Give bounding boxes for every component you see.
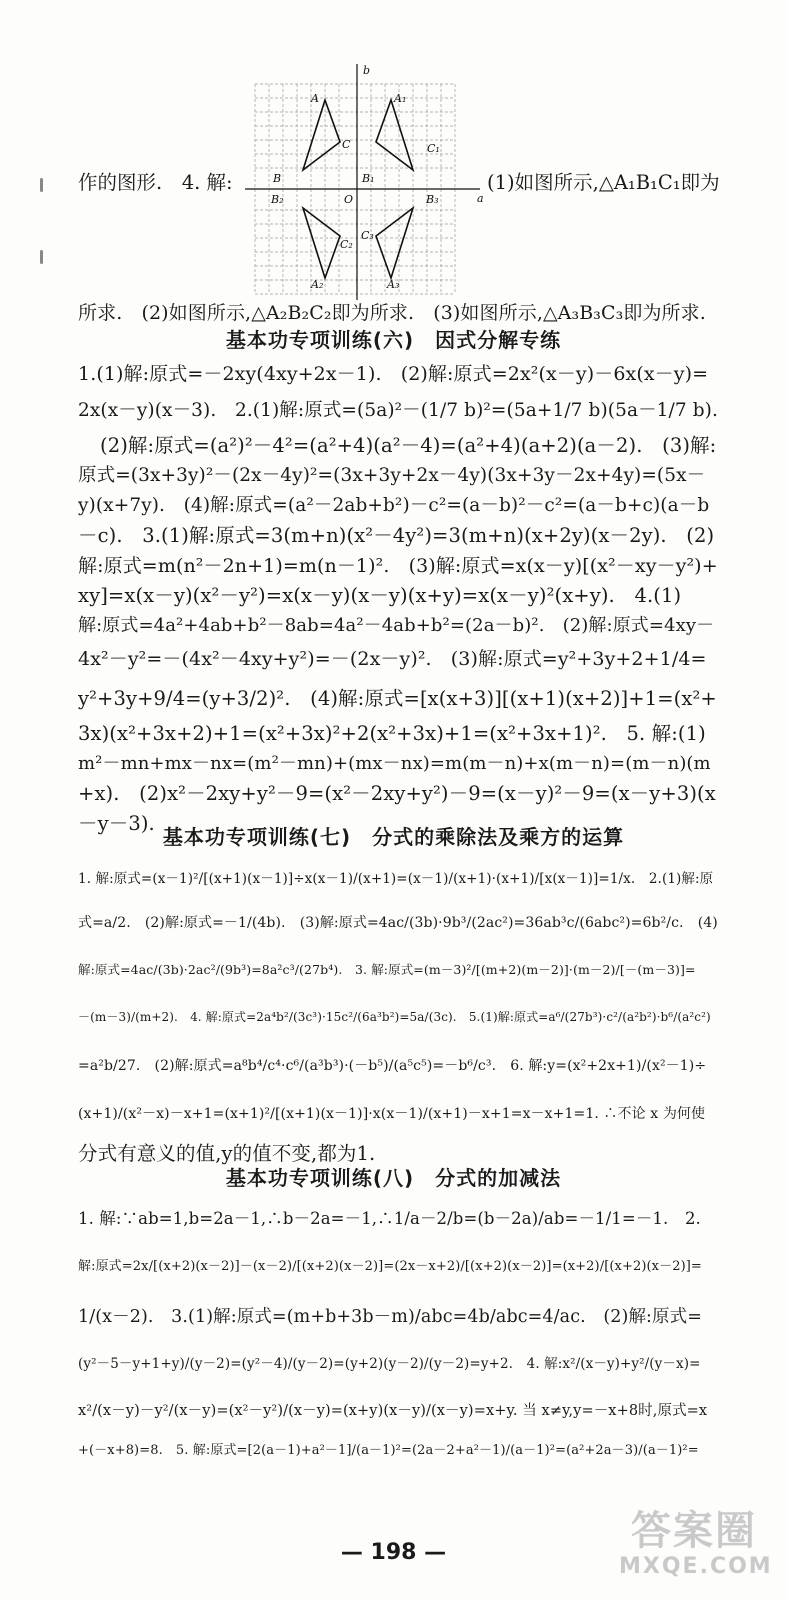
text-line: y)(x+7y). (4)解:原式=(a²－2ab+b²)－c²=(a－b)²－c²=(a－b+c)(a－b xyxy=(78,495,710,516)
text-line: 式=a/2. (2)解:原式=－1/(4b). (3)解:原式=4ac/(3b)·9b³/(2ac²)=36ab³c/(6abc²)=6b²/c. (4) xyxy=(78,915,718,931)
svg-text:A₁: A₁ xyxy=(394,92,407,105)
triangle-reflection-diagram xyxy=(245,62,490,302)
text-line: 2x(x－y)(x－3). 2.(1)解:原式=(5a)²－(1/7 b)²=(5a+1/7 b)(5a－1/7 b). xyxy=(78,400,718,421)
origin-label: O xyxy=(344,193,354,206)
text-line: m²－mn+mx－nx=(m²－mn)+(mx－nx)=m(m－n)+x(m－n)=(m－n)(m xyxy=(78,753,711,774)
text-line: 1. 解:∵ab=1,b=2a－1,∴b－2a=－1,∴1/a－2/b=(b－2a)/ab=－1/1=－1. 2. xyxy=(78,1209,701,1228)
svg-text:B₃: B₃ xyxy=(426,193,439,206)
svg-text:C₁: C₁ xyxy=(427,142,440,155)
svg-text:A₃: A₃ xyxy=(387,278,400,291)
svg-text:A₂: A₂ xyxy=(311,278,324,291)
text-line: 4x²－y²=－(4x²－4xy+y²)=－(2x－y)². (3)解:原式=y²+3y+2+1/4= xyxy=(78,648,707,670)
axis-a-label: a xyxy=(477,192,484,205)
section-heading-7: 基本功专项训练(七) 分式的乘除法及乘方的运算 xyxy=(162,825,625,849)
figure-intro-text: 作的图形. 4. 解: xyxy=(78,171,233,194)
figure-caption-text: (1)如图所示,△A₁B₁C₁即为 xyxy=(487,171,720,194)
text-line: －c). 3.(1)解:原式=3(m+n)(x²－4y²)=3(m+n)(x+2y)(x－2y). (2) xyxy=(78,524,715,547)
text-line: －y－3). xyxy=(78,812,155,835)
text-line: 解:原式=4a²+4ab+b²－8ab=4a²－4ab+b²=(2a－b)². (2)解:原式=4xy－ xyxy=(78,615,715,636)
watermark-url: MXQE.COM xyxy=(619,1554,773,1579)
text-line: +x). (2)x²－2xy+y²－9=(x²－2xy+y²)－9=(x－y)²－9=(x－y+3)(x xyxy=(78,782,716,805)
text-line: 1. 解:原式=(x－1)²/[(x+1)(x－1)]÷x(x－1)/(x+1)=(x－1)/(x+1)·(x+1)/[x(x－1)]=1/x. 2.(1)解:原 xyxy=(78,871,714,887)
watermark-title: 答案圈 xyxy=(631,1508,757,1554)
text-line: 原式=(3x+3y)²－(2x－4y)²=(3x+3y+2x－4y)(3x+3y－2x+4y)=(5x－ xyxy=(78,465,706,486)
text-line: =a²b/27. (2)解:原式=a⁸b⁴/c⁴·c⁶/(a³b³)·(－b⁵)/(a⁵c⁵)=－b⁶/c³. 6. 解:y=(x²+2x+1)/(x²－1)÷ xyxy=(78,1058,707,1074)
svg-text:C₂: C₂ xyxy=(340,238,353,251)
svg-text:B₁: B₁ xyxy=(362,172,375,185)
text-line: 解:原式=2x/[(x+2)(x－2)]－(x－2)/[(x+2)(x－2)]=(2x－x+2)/[(x+2)(x－2)]=(x+2)/[(x+2)(x－2)]= xyxy=(78,1259,702,1274)
edge-mark xyxy=(40,250,43,264)
svg-text:C₃: C₃ xyxy=(361,229,374,242)
text-line: +(－x+8)=8. 5. 解:原式=[2(a－1)+a²－1]/(a－1)²=(2a－2+a²－1)/(a－1)²=(a²+2a－3)/(a－1)²= xyxy=(78,1443,699,1458)
coordinate-figure xyxy=(245,62,490,302)
text-line: 解:原式=m(n²－2n+1)=m(n－1)². (3)解:原式=x(x－y)[(x²－xy－y²)+ xyxy=(78,555,718,577)
text-line: 所求. (2)如图所示,△A₂B₂C₂即为所求. (3)如图所示,△A₃B₃C₃即为所求. xyxy=(78,302,706,324)
text-line: xy]=x(x－y)(x²－y²)=x(x－y)(x－y)(x+y)=x(x－y)²(x+y). 4.(1) xyxy=(78,584,682,607)
text-line: 分式有意义的值,y的值不变,都为1. xyxy=(78,1142,376,1165)
text-line: －(m－3)/(m+2). 4. 解:原式=2a⁴b²/(3c³)·15c²/(6a³b²)=5a/(3c). 5.(1)解:原式=a⁶/(27b³)·c²/(a²b²)·b⁶/(a²c²) xyxy=(78,1010,711,1024)
text-line: 3x)(x²+3x+2)+1=(x²+3x)²+2(x²+3x)+1=(x²+3x+1)². 5. 解:(1) xyxy=(78,722,706,745)
text-line: 解:原式=4ac/(3b)·2ac²/(9b³)=8a²c³/(27b⁴). 3. 解:原式=(m－3)²/[(m+2)(m－2)]·(m－2)/[－(m－3)]= xyxy=(78,962,696,977)
axis-b-label: b xyxy=(363,64,371,77)
svg-text:B₂: B₂ xyxy=(271,193,284,206)
section-heading-8: 基本功专项训练(八) 分式的加减法 xyxy=(225,1166,562,1190)
svg-text:B: B xyxy=(273,172,282,185)
svg-text:A: A xyxy=(311,92,319,105)
text-line: 1.(1)解:原式=－2xy(4xy+2x－1). (2)解:原式=2x²(x－y)－6x(x－y)= xyxy=(78,363,709,385)
text-line: (2)解:原式=(a²)²－4²=(a²+4)(a²－4)=(a²+4)(a+2)(a－2). (3)解: xyxy=(100,434,717,457)
page-number: — 198 — xyxy=(340,1540,447,1565)
text-line: (y²－5－y+1+y)/(y－2)=(y²－4)/(y－2)=(y+2)(y－2)/(y－2)=y+2. 4. 解:x²/(x－y)+y²/(y－x)= xyxy=(78,1356,701,1372)
text-line: x²/(x－y)－y²/(x－y)=(x²－y²)/(x－y)=(x+y)(x－y)/(x－y)=x+y. 当 x≠y,y=－x+8时,原式=x xyxy=(78,1403,708,1419)
section-heading-6: 基本功专项训练(六) 因式分解专练 xyxy=(225,328,562,352)
text-line: (x+1)/(x²－x)－x+1=(x+1)²/[(x+1)(x－1)]·x(x－1)/(x+1)－x+1=x－x+1=1. ∴不论 x 为何使 xyxy=(78,1106,706,1122)
edge-mark xyxy=(40,178,43,192)
text-line: y²+3y+9/4=(y+3/2)². (4)解:原式=[x(x+3)][(x+1)(x+2)]+1=(x²+ xyxy=(78,687,717,710)
watermark-logo xyxy=(619,1508,773,1588)
svg-text:C: C xyxy=(342,138,351,151)
text-line: 1/(x－2). 3.(1)解:原式=(m+b+3b－m)/abc=4b/abc=4/ac. (2)解:原式= xyxy=(78,1307,703,1327)
